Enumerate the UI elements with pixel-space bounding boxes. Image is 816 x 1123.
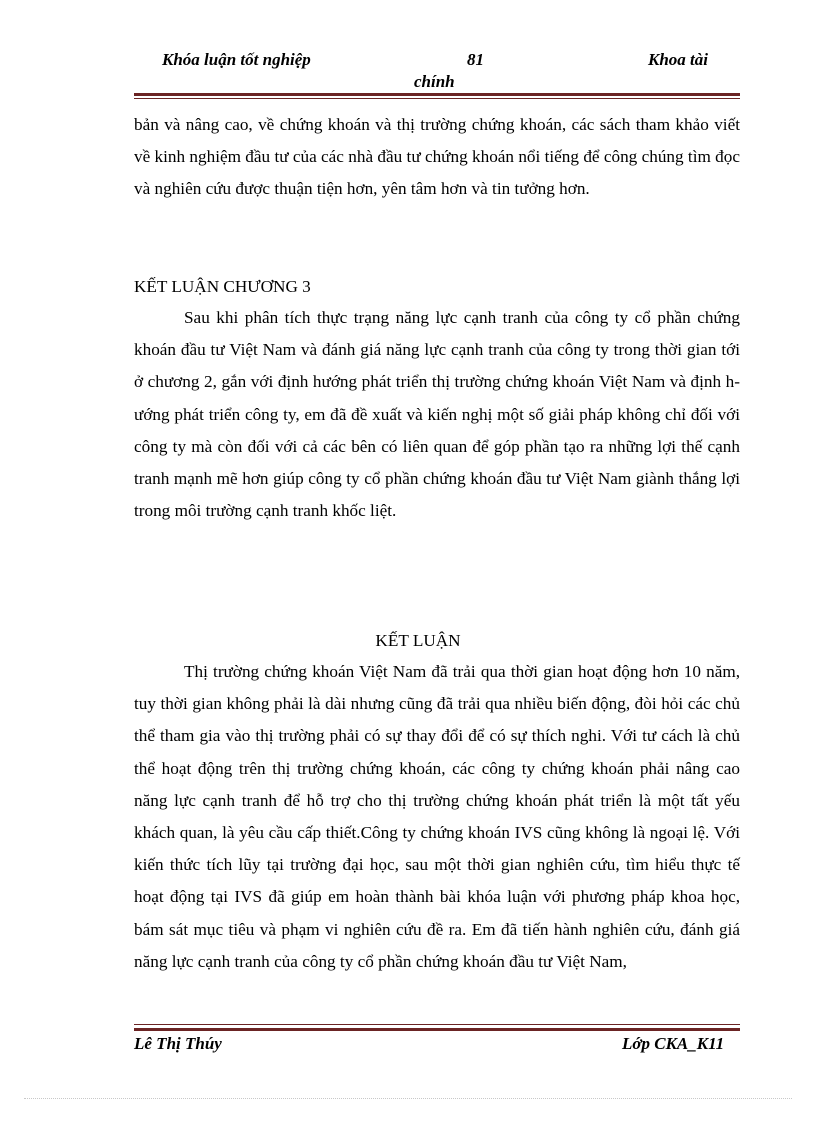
page-bottom-divider bbox=[24, 1098, 792, 1099]
header-rule-thin bbox=[134, 98, 740, 99]
header-thesis-title: Khóa luận tốt nghiệp bbox=[162, 50, 311, 69]
footer-author: Lê Thị Thúy bbox=[134, 1034, 222, 1053]
footer-class: Lớp CKA_K11 bbox=[622, 1034, 725, 1053]
paragraph-chapter-summary: Sau khi phân tích thực trạng năng lực cạnh tranh của công ty cổ phần chứng khoán đầu tư Việt Nam và đánh giá năng lực cạnh tranh của công ty trong thời gian tới ở chương 2, gắn với định hướng phát triển thị trường chứng khoán Việt Nam và định hướng phát triển công ty, em đã đề xuất và kiến nghị một số giải pháp không chỉ đối với công ty mà còn đối với cả các bên có liên quan để góp phần tạo ra những lợi thế cạnh tranh mạnh mẽ hơn giúp công ty cổ phần chứng khoán đầu tư Việt Nam giành thắng lợi trong môi trường cạnh tranh khốc liệt. bbox=[134, 308, 740, 521]
header-page-number: 81 bbox=[467, 50, 484, 69]
header-rule-thick bbox=[134, 93, 740, 96]
footer-rule-thin bbox=[134, 1024, 740, 1025]
paragraph-conclusion: Thị trường chứng khoán Việt Nam đã trải qua thời gian hoạt động hơn 10 năm, tuy thời gian không phải là dài nhưng cũng đã trải qua nhiều biến động, đòi hỏi các chủ thể tham gia vào thị trường phải có sự thay đổi để có sự thích nghi. Với tư cách là chủ thể hoạt động trên thị trường chứng khoán, các công ty chứng khoán phải nâng cao năng lực cạnh tranh để hỗ trợ cho thị trường chứng khoán phát triển là một tất yếu khách quan, là yêu cầu cấp thiết.Công ty chứng khoán IVS cũng không là ngoại lệ. Với kiến thức tích lũy tại trường đại học, sau một thời gian nghiên cứu, tìm hiểu thực tế hoạt động tại IVS đã giúp em hoàn thành bài khóa luận với phương pháp khoa học, bám sát mục tiêu và phạm vi nghiên cứu đề ra. Em đã tiến hành nghiên cứu, đánh giá năng lực cạnh tranh của công ty cổ phần chứng khoán đầu tư Việt Nam, bbox=[134, 662, 740, 971]
chapter-conclusion-heading: KẾT LUẬN CHƯƠNG 3 bbox=[134, 277, 311, 296]
footer-rule-thick bbox=[134, 1028, 740, 1031]
paragraph-continuation: bản và nâng cao, về chứng khoán và thị trường chứng khoán, các sách tham khảo viết về kinh nghiệm đầu tư của các nhà đầu tư chứng khoán nổi tiếng để công chúng tìm đọc và nghiên cứu được thuận tiện hơn, yên tâm hơn và tin tưởng hơn. bbox=[134, 115, 740, 199]
header-faculty: Khoa tài bbox=[648, 50, 708, 69]
conclusion-heading: KẾT LUẬN bbox=[375, 631, 461, 650]
header-faculty-wrap: chính bbox=[414, 72, 455, 91]
